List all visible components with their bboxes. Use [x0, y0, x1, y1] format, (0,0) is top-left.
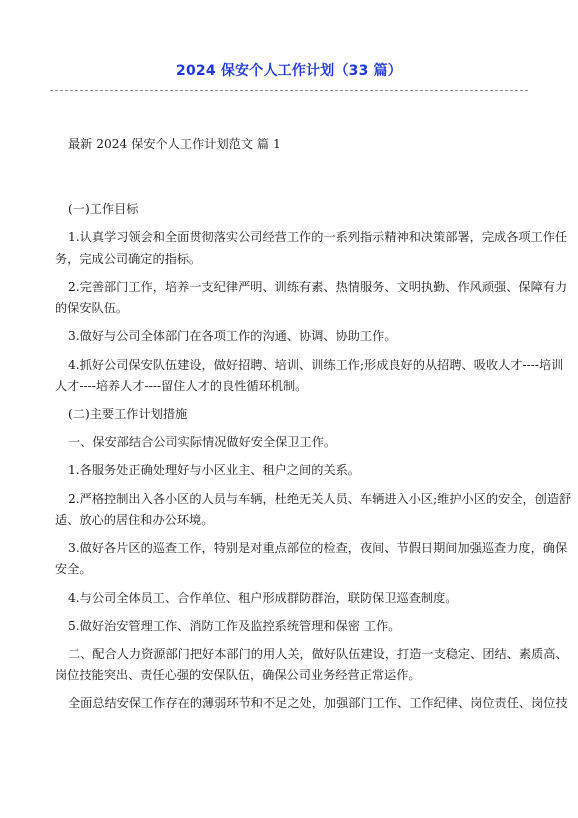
- paragraph-line: 二、配合人力资源部门把好本部门的用人关，做好队伍建设，打造一支稳定、团结、素质高、: [68, 646, 568, 661]
- paragraph: [68, 588, 542, 609]
- paragraph-line: 人才----培养人才----留住人才的良性循环机制。: [55, 378, 308, 393]
- section-heading-measures: (二)主要工作计划措施: [68, 406, 188, 421]
- paragraph-line: 3.做好与公司全体部门在各项工作的沟通、协调、协助工作。: [68, 329, 397, 344]
- paragraph-line: 3.做好各片区的巡查工作，特别是对重点部位的检查，夜间、节假日期间加强巡查力度，确保: [68, 541, 568, 556]
- paragraph-line: 4.抓好公司保安队伍建设，做好招聘、培训、训练工作;形成良好的从招聘、吸收人才----培训: [68, 357, 564, 372]
- paragraph-line: 4.与公司全体员工、合作单位、租户形成群防群治，联防保卫巡查制度。: [68, 590, 458, 605]
- paragraph-line: 5.做好治安管理工作、消防工作及监控系统管理和保密 工作。: [68, 618, 401, 633]
- paragraph-line: 安全。: [55, 562, 92, 577]
- paragraph-line: 2.完善部门工作，培养一支纪律严明、训练有素、热情服务、文明执勤、作风顽强、保障有力: [68, 279, 568, 294]
- document-subtitle: 最新 2024 保安个人工作计划范文 篇 1: [68, 137, 281, 151]
- paragraph: [55, 355, 564, 397]
- paragraph-line: 全面总结安保工作存在的薄弱环节和不足之处，加强部门工作、工作纪律、岗位责任、岗位技: [68, 696, 568, 711]
- paragraph: [55, 644, 568, 686]
- paragraph: [55, 227, 568, 269]
- paragraph-line: 一、保安部结合公司实际情况做好安全保卫工作。: [68, 435, 337, 450]
- paragraph-line: 2.严格控制出入各小区的人员与车辆，杜绝无关人员、车辆进入小区;维护小区的安全，创造舒: [68, 491, 572, 506]
- paragraph: [55, 538, 568, 580]
- section-heading-goals: (一)工作目标: [68, 202, 139, 217]
- paragraph: [55, 489, 572, 531]
- paragraph-line: 1.各服务处正确处理好与小区业主、租户之间的关系。: [68, 463, 360, 478]
- title-divider: [50, 90, 528, 91]
- paragraph: [68, 432, 542, 453]
- paragraph: [68, 460, 542, 481]
- paragraph: [68, 616, 542, 637]
- paragraph-line: 岗位技能突出、责任心强的安保队伍，确保公司业务经营正常运作。: [55, 668, 421, 683]
- paragraph-line: 务，完成公司确定的指标。: [55, 251, 202, 266]
- document-body: [55, 134, 572, 722]
- paragraph: [68, 326, 542, 347]
- document-title: 2024 保安个人工作计划（33 篇）: [176, 63, 402, 79]
- paragraph-line: 的保安队伍。: [55, 301, 129, 316]
- paragraph: [68, 693, 568, 714]
- paragraph-line: 适、放心的居住和办公环境。: [55, 512, 214, 527]
- paragraph: [55, 277, 568, 319]
- paragraph-line: 1.认真学习领会和全面贯彻落实公司经营工作的一系列指示精神和决策部署，完成各项工作任: [68, 230, 568, 245]
